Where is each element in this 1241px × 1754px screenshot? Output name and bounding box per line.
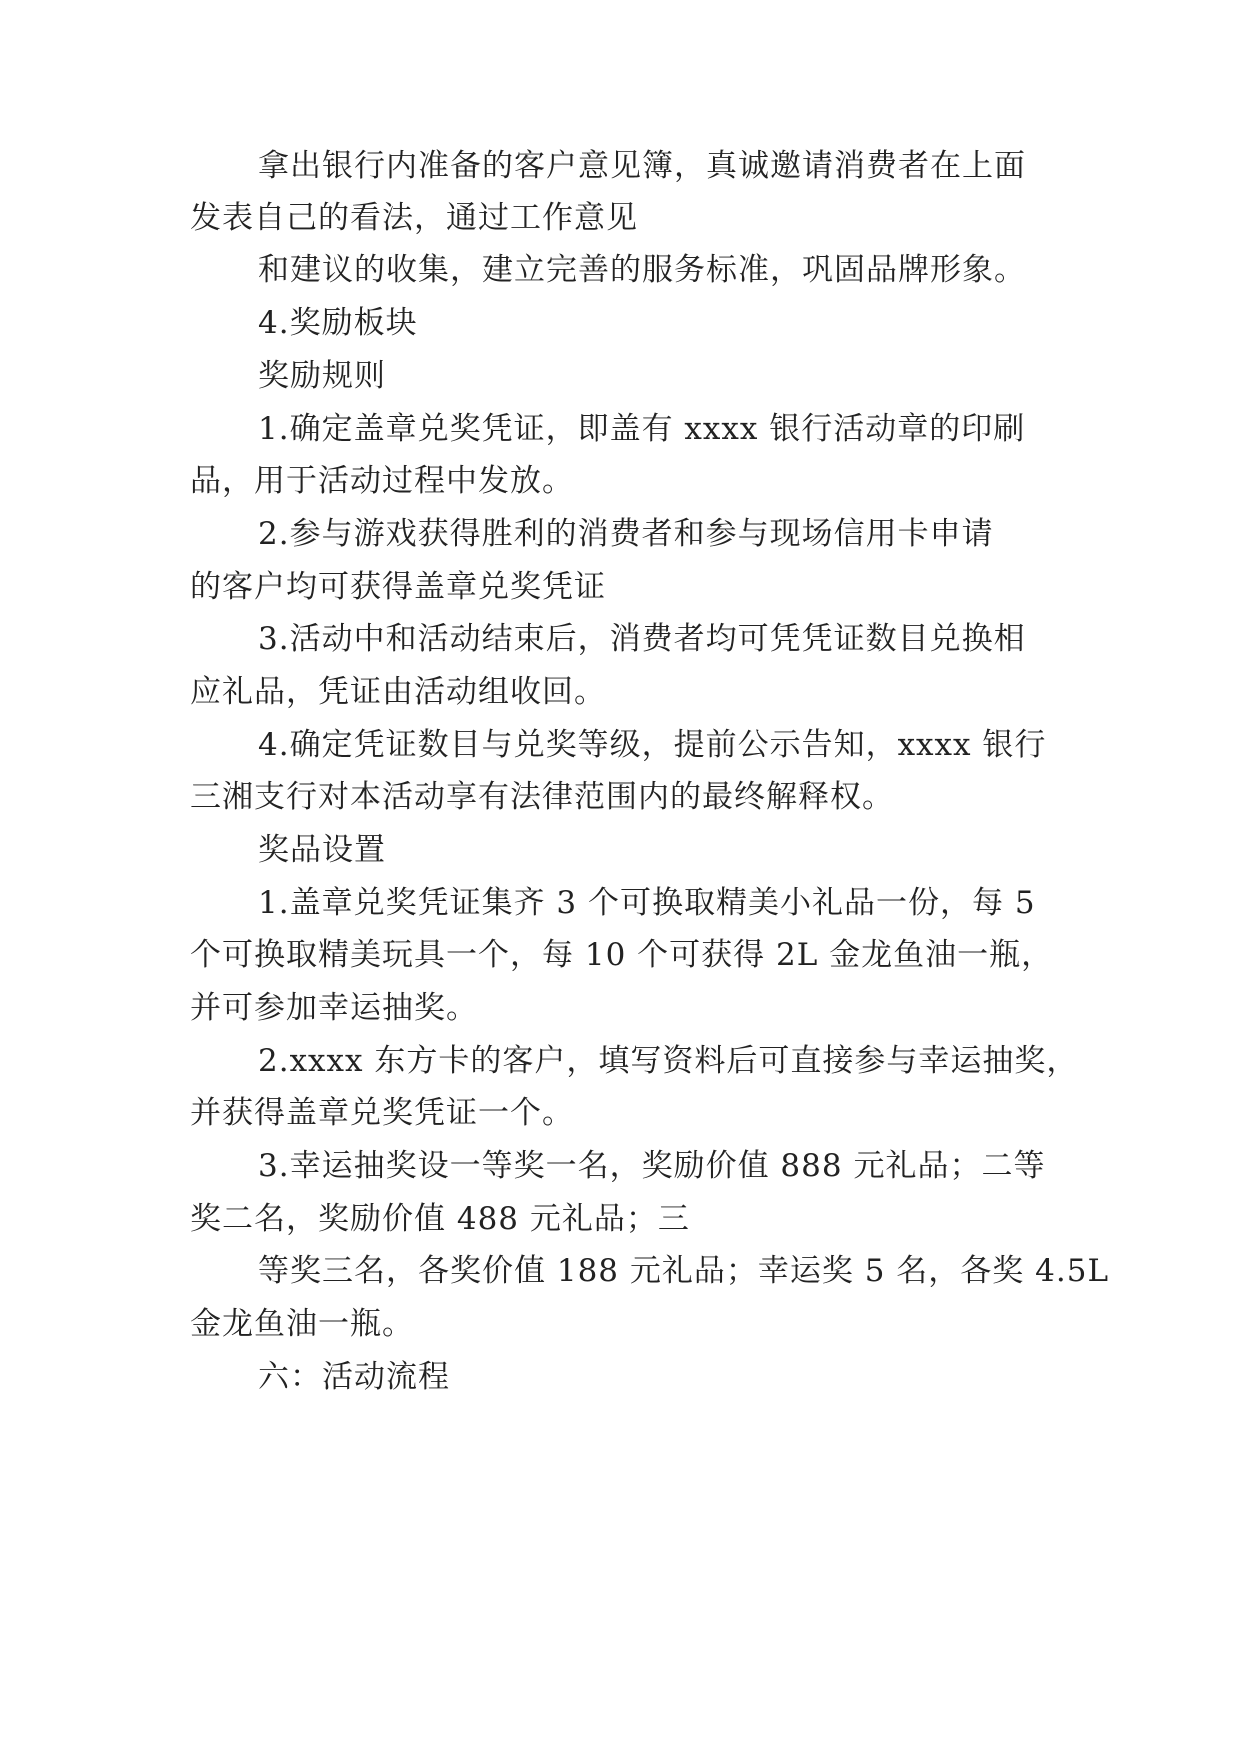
text-line: 4.确定凭证数目与兑奖等级，提前公示告知，xxxx 银行 (258, 727, 1047, 763)
text-line: 3.活动中和活动结束后，消费者均可凭凭证数目兑换相 (258, 621, 1026, 657)
section-heading: 六：活动流程 (258, 1359, 450, 1395)
text-line: 1.确定盖章兑奖凭证，即盖有 xxxx 银行活动章的印刷 (258, 411, 1026, 447)
text-line: 金龙鱼油一瓶。 (190, 1306, 414, 1342)
text-line: 个可换取精美玩具一个，每 10 个可获得 2L 金龙鱼油一瓶， (190, 937, 1054, 973)
text-line: 和建议的收集，建立完善的服务标准，巩固品牌形象。 (258, 252, 1026, 288)
subsection-heading: 奖品设置 (258, 832, 386, 868)
text-line: 1.盖章兑奖凭证集齐 3 个可换取精美小礼品一份，每 5 (258, 885, 1036, 921)
text-line: 品，用于活动过程中发放。 (190, 463, 574, 499)
text-line: 2.xxxx 东方卡的客户，填写资料后可直接参与幸运抽奖， (258, 1043, 1079, 1079)
text-line: 三湘支行对本活动享有法律范围内的最终解释权。 (190, 779, 894, 815)
section-heading: 4.奖励板块 (258, 305, 418, 341)
text-line: 的客户均可获得盖章兑奖凭证 (190, 569, 606, 605)
text-line: 等奖三名，各奖价值 188 元礼品；幸运奖 5 名，各奖 4.5L (258, 1253, 1110, 1289)
text-line: 并可参加幸运抽奖。 (190, 990, 478, 1026)
text-line: 应礼品，凭证由活动组收回。 (190, 674, 606, 710)
text-line: 奖二名，奖励价值 488 元礼品；三 (190, 1201, 690, 1237)
subsection-heading: 奖励规则 (258, 358, 386, 394)
text-line: 2.参与游戏获得胜利的消费者和参与现场信用卡申请 (258, 516, 994, 552)
text-line: 并获得盖章兑奖凭证一个。 (190, 1095, 574, 1131)
text-line: 拿出银行内准备的客户意见簿，真诚邀请消费者在上面 (258, 148, 1026, 184)
text-line: 发表自己的看法，通过工作意见 (190, 200, 638, 236)
text-line: 3.幸运抽奖设一等奖一名，奖励价值 888 元礼品；二等 (258, 1148, 1046, 1184)
